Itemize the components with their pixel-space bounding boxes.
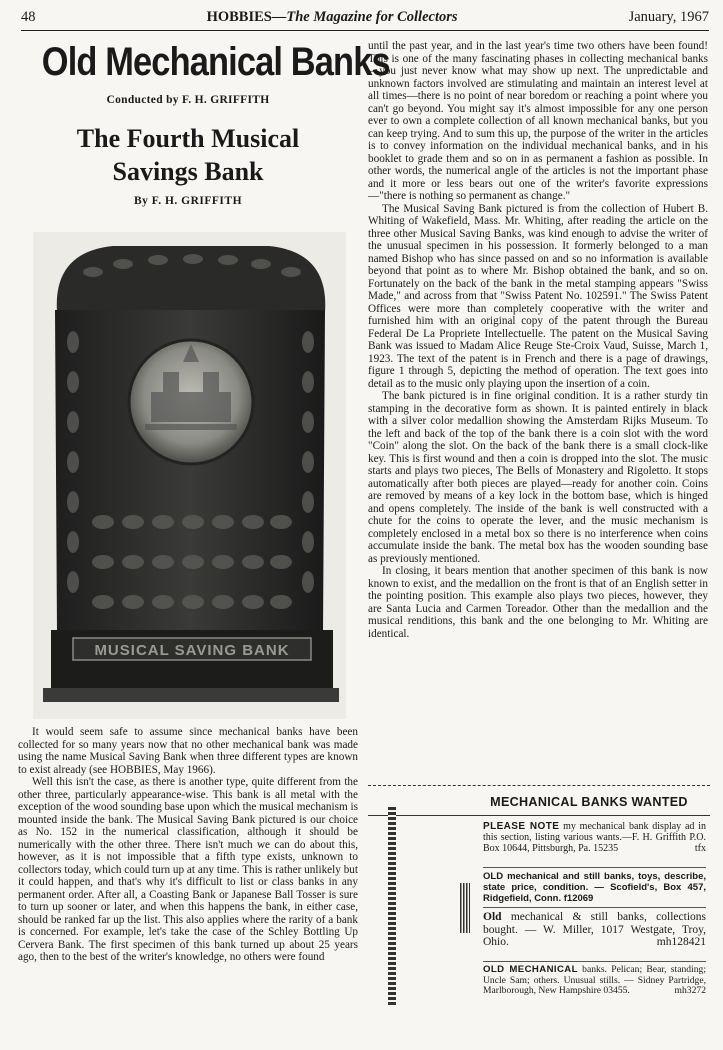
- classifieds-top-rule: [368, 785, 710, 786]
- left-column: [18, 36, 390, 963]
- magazine-name: HOBBIES: [206, 9, 272, 25]
- page-number: 48: [21, 9, 36, 25]
- ad-text: banks. Pelican; Bear, standing; Uncle Sam; others. Unusual stills. — Sidney Partridge, Marlborough, New Hampshire 03455.: [483, 964, 706, 996]
- ad-text: mechanical & still banks, collections bought. — W. Miller, 1017 Westgate, Troy, Ohio.: [483, 911, 706, 948]
- paragraph: In closing, it bears mention that another specimen of this bank is now known to exist, and the medallion on the front is that of an English setter in the pointing position. This example also plays two pieces, however, they are Santa Lucia and Carmen Toreador. Other than the medallion and the musical renditions, this bank and the one belonging to Mr. Whiting are identical.: [368, 565, 708, 640]
- paragraph: The bank pictured is in fine original condition. It is a rather sturdy tin stamping in the decorative form as shown. It is painted entirely in black with a silver color medallion showing the Amsterdam Rijks Museum. To the left and back of the top of the bank there is a coin slot with the word "Coin" along the slot. On the back of the bank there is a small clock-like key. This is first wound and then a coin is dropped into the slot. The music starts and plays two pieces, The Bells of Monastery and Rigoletto. It stops automatically after both pieces are played—ready for another coin. Coins are removed by means of a key lock in the bottom base, which is hinged and opens completely. The inside of the bank is well constructed with a chute for the coins to operate the lever, and the music mechanism is completely enclosed in a metal box so there is no interference when coins accumulate inside the bank. The metal box has the wooden sounding base as previously mentioned.: [368, 390, 708, 565]
- classified-ad: [483, 871, 706, 904]
- ad-code: mh3272: [674, 985, 706, 996]
- ad-code: tfx: [694, 843, 706, 854]
- ad-lead: OLD: [483, 871, 504, 882]
- musical-bank-illustration: [33, 232, 346, 719]
- ad-divider: [483, 961, 706, 962]
- paragraph: Well this isn't the case, as there is another type, quite different from the other three, particularly appearance-wise. This bank is all metal with the exception of the wood sounding base upon which the musical mechanism is mounted inside the bank. The Musical Saving Bank pictured is our choice as No. 152 in the numerical classification, although it should be numerically with the other three. There isn't much we can do about this, however, as it is not impossible that a fifth type exists, unknown to collectors today, which could turn up at any time. This is rather unlikely but it could happen, and that's why it's difficult to list or class banks in any permanent order. After all, a Coasting Bank or Japanese Ball Tosser is sure to turn up sooner or later, and when this happens the bank, in either case, should be ranked far up the list. This also applies where the rarity of a bank is concerned. For example, let's take the case of the Schley Bottling Up Cervera Bank. The first specimen of this bank turned up about 25 years ago, then to the best of the writer's knowledge, no others were found: [18, 776, 358, 963]
- bank-label-text: MUSICAL SAVING BANK: [94, 642, 290, 659]
- decorative-border: [460, 883, 470, 933]
- classified-ad: [483, 821, 706, 854]
- byline: By F. H. GRIFFITH: [133, 195, 243, 207]
- ad-code: mh128421: [656, 936, 706, 948]
- ad-divider: [483, 867, 706, 868]
- ad-lead: PLEASE NOTE: [483, 821, 560, 832]
- ad-code: f12069: [563, 893, 594, 904]
- magazine-tagline: —The Magazine for Collectors: [271, 9, 458, 25]
- classified-ad: [483, 911, 706, 949]
- magazine-title: [207, 9, 458, 26]
- classifieds-section: [368, 785, 710, 1030]
- classifieds-heading: MECHANICAL BANKS WANTED: [490, 795, 688, 809]
- left-body-text: [18, 726, 358, 964]
- bank-photo: [33, 232, 346, 719]
- ad-lead: OLD MECHANICAL: [483, 964, 578, 975]
- ad-text: my mechanical bank display ad in this section, listing various wants.—F. H. Griffith P.O. Box 10644, Pittsburgh, Pa. 15235: [483, 821, 706, 854]
- right-body-text: [368, 40, 708, 640]
- header-rule: [21, 30, 709, 31]
- paragraph-continuation: until the past year, and in the last year's time two others have been found! This is one of the many fascinating phases in collecting mechanical banks—you just never know what may show up next. The unpredictable and unknown factors involved are stimulating and maintain an interest level at all times—there is no point of near boredom or reaching a point where you can't go beyond. You might say it's almost impossible for any one person ever to own a complete collection of all known mechanical banks, but you can keep trying. And to sum this up, the purpose of the writer in the articles is to convey information on the individual mechanical banks, and in his booklet to grade them and so on in as permanent a fashion as possible. In other words, the numerical angle of the articles is not the important phase and it more or less bears out one of the writer's favorite expressions—"there is nothing so permanent as change.": [368, 40, 708, 202]
- article-title: [18, 122, 358, 188]
- classified-ad: [483, 965, 706, 997]
- conducted-by: Conducted by F. H. GRIFFITH: [106, 94, 270, 106]
- issue-date: January, 1967: [628, 9, 709, 25]
- running-header: [21, 9, 709, 29]
- ad-text: mechanical and still banks, toys, describe, state price, condition. — Scofield's, Box 457, Ridgefield, Conn.: [483, 871, 707, 904]
- ad-lead: Old: [483, 911, 502, 923]
- article-title-line-2: Savings Bank: [112, 157, 264, 186]
- department-title: Old Mechanical Banks: [41, 40, 390, 84]
- paragraph: The Musical Saving Bank pictured is from the collection of Hubert B. Whiting of Wakefield, Mass. Mr. Whiting, after reading the article on the three other Musical Saving Banks, was kind enough to advise the writer of the unusual specimen in his possession. It formerly belonged to a man named Bishop who has since passed on and so no information is available beyond that point as to where Mr. Bishop obtained the bank, and so on. Fortunately on the back of the bank in the metal stamping appears "Swiss Made," and across from that "Swiss Patent No. 102591." The Swiss Patent Offices were more than completely cooperative with the writer and furnished him with an original copy of the patent through the Bureau Federal De La Propriete Intellectuelle. The patent on the Musical Saving Bank was issued to Madam Alice Reuge Ste-Croix Vaud, Suisse, March 1, 1923. The text of the patent is in French and there is a page of drawings, figure 1 through 5, depicting the method of operation. The text goes into detail as to the music only playing upon the insertion of a coin.: [368, 202, 708, 390]
- classifieds-heading-rule: [368, 815, 710, 816]
- decorative-border: [388, 807, 396, 1007]
- paragraph: It would seem safe to assume since mechanical banks have been collected for so many years now that no other mechanical bank was made using the name Musical Saving Bank when three different types are known to exist already (see HOBBIES, May 1966).: [18, 726, 358, 776]
- ad-divider: [483, 907, 706, 908]
- article-title-line-1: The Fourth Musical: [76, 124, 300, 153]
